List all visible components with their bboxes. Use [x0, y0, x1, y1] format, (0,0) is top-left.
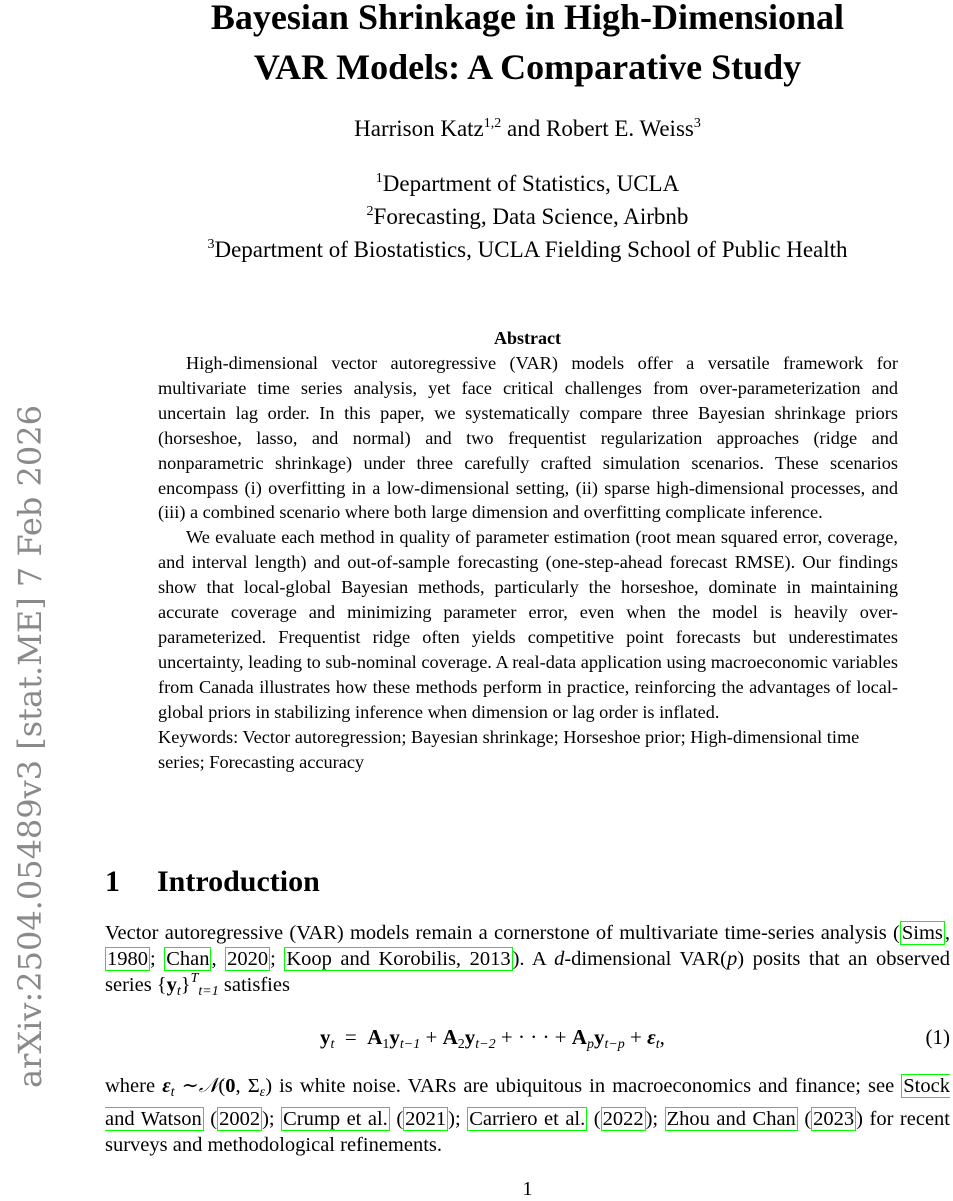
- affiliation: [105, 200, 950, 233]
- keywords: Keywords: Vector autoregression; Bayesian shrinkage; Horseshoe prior; High-dimensional time series; Forecasting accuracy: [158, 726, 860, 772]
- math-var: p: [726, 948, 738, 970]
- text-run: Vector autoregressive (VAR) models remain a cornerstone of multivariate time-series analysis (: [105, 922, 900, 944]
- section-title: Introduction: [157, 865, 320, 898]
- citation-crump-year[interactable]: 2021: [405, 1108, 447, 1130]
- section-number: 1: [105, 865, 120, 898]
- math-var: d: [554, 948, 565, 970]
- text-run: -dimensional VAR(: [564, 948, 727, 970]
- citation-chan[interactable]: Chan: [166, 948, 210, 970]
- arxiv-watermark: arXiv:2504.05489v3 [stat.ME] 7 Feb 2026: [11, 405, 49, 1088]
- equation-number: (1): [925, 1025, 950, 1049]
- text-run: for recent surveys and methodological refinements.: [105, 1108, 950, 1156]
- title-line-2: VAR Models: A Comparative Study: [253, 47, 802, 87]
- abstract-body: [158, 351, 898, 774]
- author-weiss-affil: 3: [693, 116, 701, 131]
- citation-carriero[interactable]: Carriero et al.: [469, 1108, 586, 1130]
- citation-zhou-chan-year[interactable]: 2023: [813, 1108, 855, 1130]
- affiliation-marker: 2: [366, 204, 374, 219]
- text-run: ) posits that an observed series {: [105, 948, 951, 996]
- text-run: satisfies: [218, 974, 290, 996]
- citation-zhou-chan[interactable]: Zhou and Chan: [666, 1108, 796, 1130]
- affiliation: [105, 233, 950, 266]
- affiliation-marker: 3: [207, 237, 215, 252]
- affiliation-text: Department of Biostatistics, UCLA Fielding School of Public Health: [214, 237, 848, 262]
- author-katz-affil: 1,2: [483, 116, 502, 131]
- page-number: 1: [522, 1178, 533, 1200]
- noise-distribution: $\varepsilon_t$ ∼𝒩(0, $\Sigma_\varepsilon$): [162, 1075, 273, 1100]
- math-sub: t: [176, 984, 181, 999]
- abstract-heading: Abstract: [494, 328, 561, 348]
- citation-carriero-year[interactable]: 2022: [602, 1108, 644, 1130]
- text-run: where: [105, 1075, 163, 1097]
- citation-sims-year[interactable]: 1980: [107, 948, 148, 970]
- author-katz: Harrison Katz: [354, 116, 484, 141]
- affiliation-marker: 1: [375, 171, 383, 186]
- citation-sims[interactable]: Sims: [901, 922, 943, 944]
- citation-koop-korobilis[interactable]: Koop and Korobilis, 2013: [286, 948, 511, 970]
- math-var: y: [166, 974, 177, 996]
- math-sup: T: [190, 971, 199, 986]
- section-heading: [105, 862, 320, 902]
- text-run: is white noise. VARs are ubiquitous in macroeconomics and finance; see: [272, 1075, 902, 1097]
- citation-stock-watson[interactable]: Stock and Watson: [105, 1075, 950, 1130]
- affiliation-text: Forecasting, Data Science, Airbnb: [373, 204, 689, 229]
- author-list: [105, 113, 950, 145]
- paper-title: [105, 0, 950, 92]
- affiliation-text: Department of Statistics, UCLA: [382, 171, 680, 196]
- affiliation: [105, 167, 950, 200]
- citation-stock-watson-year[interactable]: 2002: [219, 1108, 261, 1130]
- affiliation-list: [105, 167, 950, 266]
- intro-paragraph-1: Vector autoregressive (VAR) models remain a cornerstone of multivariate time-series analysis (Sims, 1980; Chan, 2020; Koop and Korobilis, 2013). A d-dimensional VAR(p) posits that an observed series $\{y_t\}^T_{t=1}$ satisfies: [105, 922, 951, 999]
- math-sub: t=1: [198, 984, 219, 999]
- intro-paragraph-2: where $\varepsilon_t$ ∼𝒩(0, $\Sigma_\varepsilon$) is white noise. VARs are ubiquitous in macroeconomics and finance; see Stock and Watson (2002); Crump et al. (2021); Carriero et al. (2022); Zhou and Chan (2023) for recent surveys and methodological refinements.: [105, 1075, 950, 1156]
- var-equation: $y_t = A_1y_{t-1} + A_2y_{t-2}$ + · · · + $A_py_{t-p} + \varepsilon_t$,: [320, 1025, 665, 1052]
- equation-1: [105, 1025, 950, 1055]
- citation-crump[interactable]: Crump et al.: [283, 1108, 388, 1130]
- citation-chan-year[interactable]: 2020: [227, 948, 269, 970]
- abstract-paragraph-2: We evaluate each method in quality of parameter estimation (root mean squared error, coverage, and interval length) and out-of-sample forecasting (one-step-ahead forecast RMSE). Our findings show that local-global Bayesian methods, particularly the horseshoe, dominate in maintaining accurate coverage and minimizing parameter error, even when the model is heavily over-parameterized. Frequentist ridge often yields competitive point forecasts but underestimates uncertainty, leading to sub-nominal coverage. A real-data application using macroeconomic variables from Canada illustrates how these methods perform in practice, reinforcing the advantages of local-global priors in stabilizing inference when dimension or lag order is inflated.: [158, 527, 898, 722]
- abstract-paragraph-1: High-dimensional vector autoregressive (VAR) models offer a versatile framework for multivariate time series analysis, yet face critical challenges from over-parameterization and uncertain lag order. In this paper, we systematically compare three Bayesian shrinkage priors (horseshoe, lasso, and normal) and two frequentist regularization approaches (ridge and nonparametric shrinkage) under three carefully crafted simulation scenarios. These scenarios encompass (i) overfitting in a low-dimensional setting, (ii) sparse high-dimensional processes, and (iii) a combined scenario where both large dimension and overfitting complicate inference.: [158, 353, 898, 523]
- author-weiss: Robert E. Weiss: [546, 116, 694, 141]
- author-and: and: [507, 116, 541, 141]
- title-line-1: Bayesian Shrinkage in High-Dimensional: [210, 0, 845, 37]
- text-run: ). A: [512, 948, 555, 970]
